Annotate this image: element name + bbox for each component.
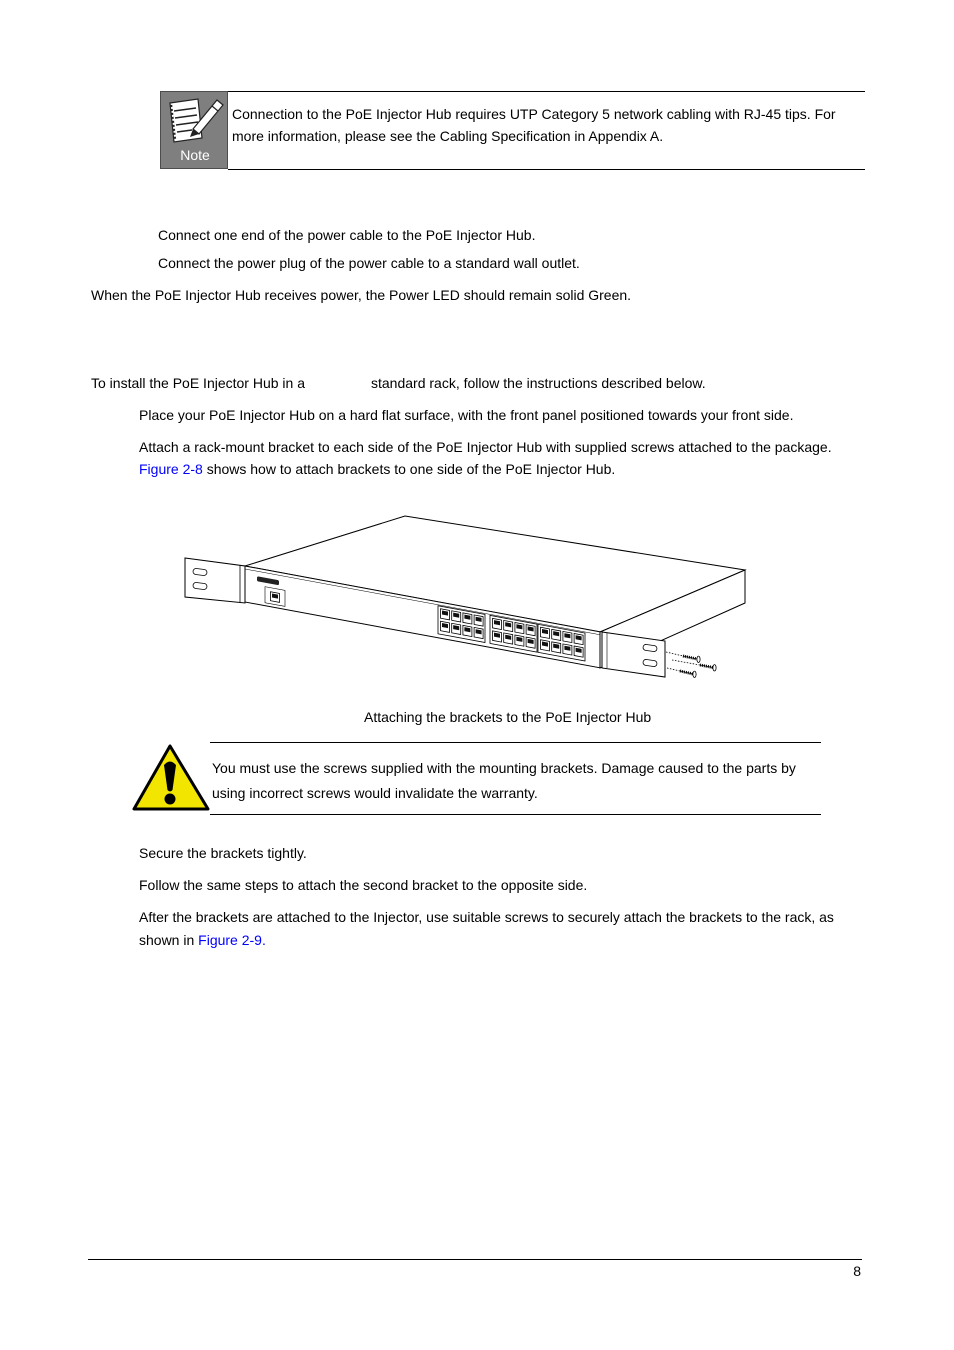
rack-step-secure: Secure the brackets tightly. <box>139 845 307 861</box>
note-bottom-rule <box>228 169 865 170</box>
bracket-attachment-figure <box>180 508 750 684</box>
rj45-port <box>526 637 535 648</box>
figure-caption: Attaching the brackets to the PoE Injector Hub <box>364 709 652 725</box>
rj45-port <box>441 621 450 632</box>
rj45-port <box>563 644 572 655</box>
rj45-port <box>504 620 513 631</box>
rack-intro-before: To install the PoE Injector Hub in a <box>91 375 306 391</box>
caution-text-line-1: You must use the screws supplied with the mounting brackets. Damage caused to the parts by <box>212 760 796 776</box>
bracket-slot <box>193 582 208 590</box>
rack-step-attach-line-1: Attach a rack-mount bracket to each side of the PoE Injector Hub with supplied screws attached to the package. <box>139 439 832 455</box>
note-text-line-1: Connection to the PoE Injector Hub requires UTP Category 5 network cabling with RJ-45 tips. For <box>232 106 836 122</box>
rack-step-after-line-2 <box>139 932 266 948</box>
rj45-port <box>574 633 583 644</box>
rack-step-after-line-1: After the brackets are attached to the Injector, use suitable screws to securely attach the brackets to the rack, as <box>139 909 834 925</box>
screw <box>666 652 700 663</box>
rj45-port <box>463 613 472 624</box>
figure-2-8-link[interactable]: Figure 2-8 <box>139 461 203 477</box>
rj45-port <box>504 633 513 644</box>
rj45-port <box>515 623 524 634</box>
rj45-port <box>541 640 550 651</box>
footer-rule <box>88 1259 862 1260</box>
caution-text-line-2: using incorrect screws would invalidate the warranty. <box>212 785 538 801</box>
rack-step-attach-line-2 <box>139 461 615 477</box>
rj45-port <box>493 631 502 642</box>
rj45-port <box>552 629 561 640</box>
rj45-port <box>474 627 483 638</box>
rj45-port <box>441 609 450 620</box>
note-top-rule <box>228 91 865 92</box>
rack-step-follow: Follow the same steps to attach the second bracket to the opposite side. <box>139 877 588 893</box>
bracket-slot <box>193 568 208 576</box>
rj45-port <box>541 627 550 638</box>
rj45-port <box>474 615 483 626</box>
exclamation-dot <box>165 794 176 805</box>
power-step-1: Connect one end of the power cable to the PoE Injector Hub. <box>158 227 536 243</box>
rj45-port <box>452 611 461 622</box>
rj45-port <box>463 625 472 636</box>
power-step-2: Connect the power plug of the power cable to a standard wall outlet. <box>158 255 580 271</box>
screw <box>672 660 716 671</box>
rack-step-attach-line-2-text: shows how to attach brackets to one side of the PoE Injector Hub. <box>202 461 616 477</box>
note-icon-label: Note <box>180 147 210 163</box>
note-text-line-2: more information, please see the Cabling Specification in Appendix A. <box>232 128 664 144</box>
caution-top-rule <box>210 742 821 743</box>
caution-bottom-rule <box>210 814 821 815</box>
rack-step-after-line-2-text: shown in <box>139 932 199 948</box>
rack-step-place: Place your PoE Injector Hub on a hard flat surface, with the front panel positioned towards your front side. <box>139 407 794 423</box>
power-result-text: When the PoE Injector Hub receives power, the Power LED should remain solid Green. <box>91 287 632 303</box>
screw <box>667 668 696 678</box>
rj45-port <box>552 642 561 653</box>
notepad-icon <box>170 99 202 142</box>
note-icon <box>160 91 228 169</box>
warning-icon <box>130 742 212 814</box>
left-bracket <box>185 558 245 603</box>
page-number: 8 <box>853 1263 861 1279</box>
rj45-port <box>574 646 583 657</box>
figure-2-9-link[interactable]: Figure 2-9. <box>198 932 266 948</box>
uplink-port <box>271 592 280 603</box>
rack-intro-after: standard rack, follow the instructions described below. <box>371 375 706 391</box>
rj45-port <box>526 625 535 636</box>
rj45-port <box>493 618 502 629</box>
rj45-port <box>515 635 524 646</box>
rj45-port <box>452 623 461 634</box>
rj45-port <box>563 631 572 642</box>
